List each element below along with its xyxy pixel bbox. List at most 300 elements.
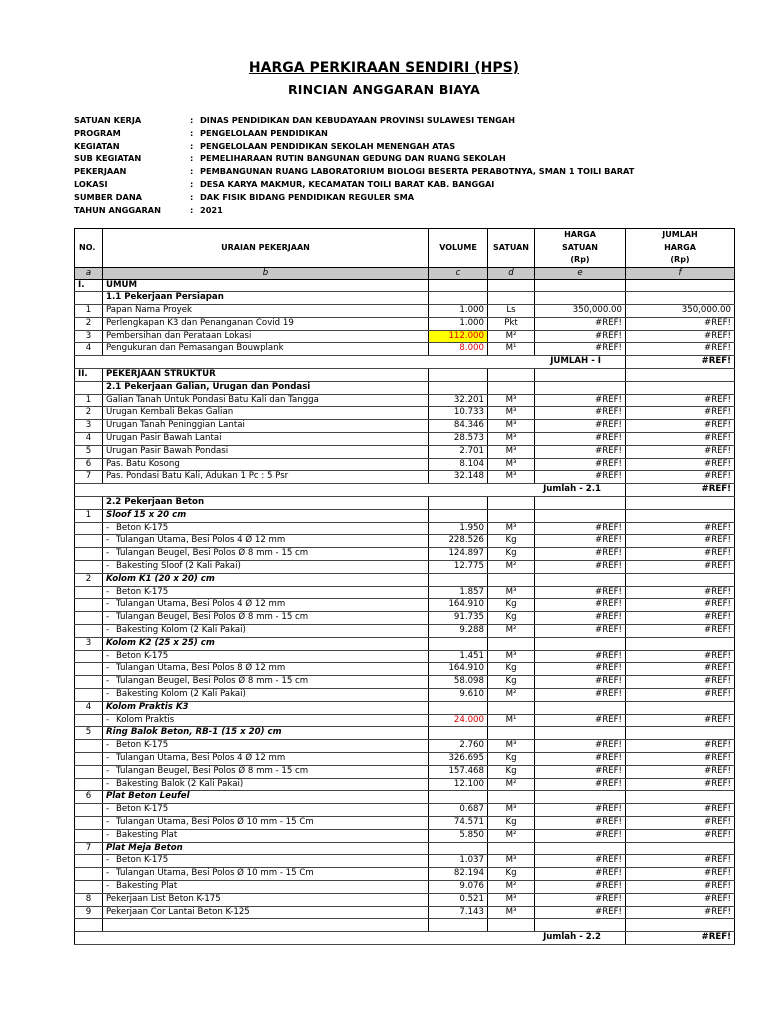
item-group-row xyxy=(75,727,735,740)
empty-cell xyxy=(535,791,626,804)
row-description: - Tulangan Utama, Besi Polos Ø 10 mm - 15 Cm xyxy=(103,816,429,829)
empty-cell xyxy=(429,381,488,394)
empty-cell xyxy=(626,381,735,394)
row-description: Pembersihan dan Perataan Lokasi xyxy=(103,330,429,343)
row-description: Plat Meja Beton xyxy=(103,842,429,855)
empty-cell xyxy=(535,509,626,522)
volume-value: 58.098 xyxy=(453,676,484,687)
row-unit-price: #REF! xyxy=(535,868,626,881)
row-unit-price: #REF! xyxy=(535,676,626,689)
row-description: - Kolom Praktis xyxy=(103,714,429,727)
sub-item-row xyxy=(75,714,735,727)
empty-cell xyxy=(75,586,103,599)
item-group-row xyxy=(75,509,735,522)
sub-item-row xyxy=(75,804,735,817)
row-unit-price: #REF! xyxy=(535,816,626,829)
row-no: 1 xyxy=(75,394,103,407)
row-volume xyxy=(429,752,488,765)
subtotal-row xyxy=(75,932,735,945)
row-unit: M² xyxy=(488,778,535,791)
header-jumlah-harga-3: (Rp) xyxy=(626,254,735,267)
row-description: Urugan Pasir Bawah Lantai xyxy=(103,433,429,446)
info-row xyxy=(74,127,634,140)
volume-value: 9.610 xyxy=(459,689,484,699)
row-description: Urugan Tanah Peninggian Lantai xyxy=(103,420,429,433)
row-total-price: #REF! xyxy=(626,689,735,702)
row-unit-price: #REF! xyxy=(535,689,626,702)
empty-cell xyxy=(488,727,535,740)
row-description: - Tulangan Beugel, Besi Polos Ø 8 mm - 15 cm xyxy=(103,676,429,689)
row-unit: Kg xyxy=(488,868,535,881)
empty-cell xyxy=(75,625,103,638)
item-group-row xyxy=(75,791,735,804)
empty-cell xyxy=(429,279,488,292)
sub-item-row xyxy=(75,880,735,893)
info-row xyxy=(74,152,634,165)
row-unit: M³ xyxy=(488,893,535,906)
header-uraian: URAIAN PEKERJAAN xyxy=(103,229,429,268)
row-no: 8 xyxy=(75,893,103,906)
row-unit-price: #REF! xyxy=(535,471,626,484)
row-description: - Bakesting Kolom (2 Kali Pakai) xyxy=(103,625,429,638)
row-no: 4 xyxy=(75,433,103,446)
volume-value: 5.850 xyxy=(459,829,484,840)
volume-value: 2.701 xyxy=(459,445,484,456)
row-volume xyxy=(429,548,488,561)
row-description: Pengukuran dan Pemasangan Bouwplank xyxy=(103,343,429,356)
empty-cell xyxy=(429,701,488,714)
row-volume xyxy=(429,458,488,471)
row-total-price: #REF! xyxy=(626,599,735,612)
row-total-price: #REF! xyxy=(626,676,735,689)
empty-cell xyxy=(429,497,488,510)
empty-cell xyxy=(75,804,103,817)
info-colon: : xyxy=(190,178,194,189)
row-total-price: #REF! xyxy=(626,714,735,727)
row-unit: M³ xyxy=(488,445,535,458)
row-description: Kolom K1 (20 x 20) cm xyxy=(103,573,429,586)
info-colon: : xyxy=(190,115,194,125)
row-unit: M³ xyxy=(488,855,535,868)
row-description: Pekerjaan Cor Lantai Beton K-125 xyxy=(103,906,429,919)
row-description: Pas. Pondasi Batu Kali, Adukan 1 Pc : 5 Psr xyxy=(103,471,429,484)
table-header xyxy=(75,229,735,280)
empty-cell xyxy=(488,279,535,292)
info-key: SATUAN KERJA xyxy=(74,115,142,125)
row-description: - Tulangan Beugel, Besi Polos Ø 8 mm - 15 cm xyxy=(103,612,429,625)
empty-cell xyxy=(429,369,488,382)
row-description: PEKERJAAN STRUKTUR xyxy=(103,369,429,382)
volume-value: 12.775 xyxy=(453,561,484,572)
row-volume xyxy=(429,868,488,881)
blank-row xyxy=(75,919,735,932)
row-total-price: #REF! xyxy=(626,330,735,343)
sub-item-row xyxy=(75,765,735,778)
empty-cell xyxy=(429,292,488,305)
empty-cell xyxy=(626,509,735,522)
row-unit-price: #REF! xyxy=(535,420,626,433)
empty-cell xyxy=(626,637,735,650)
row-total-price: #REF! xyxy=(626,548,735,561)
volume-value: 24.000 xyxy=(453,714,484,725)
empty-cell xyxy=(75,522,103,535)
empty-cell xyxy=(75,561,103,574)
sub-item-row xyxy=(75,612,735,625)
row-unit: M² xyxy=(488,625,535,638)
empty-cell xyxy=(429,727,488,740)
row-total-price: #REF! xyxy=(626,612,735,625)
empty-cell xyxy=(626,727,735,740)
row-no: 4 xyxy=(75,343,103,356)
row-total-price: #REF! xyxy=(626,458,735,471)
empty-cell xyxy=(75,919,103,932)
row-unit: Kg xyxy=(488,663,535,676)
row-unit: M³ xyxy=(488,471,535,484)
info-row xyxy=(74,114,634,127)
volume-value: 164.910 xyxy=(448,663,484,674)
empty-cell xyxy=(626,842,735,855)
letter-a: a xyxy=(75,267,103,279)
row-total-price: #REF! xyxy=(626,893,735,906)
info-value: PEMBANGUNAN RUANG LABORATORIUM BIOLOGI BESERTA PERABOTNYA, SMAN 1 TOILI BARAT xyxy=(200,166,635,177)
volume-value: 9.288 xyxy=(459,625,484,636)
empty-cell xyxy=(75,740,103,753)
row-no: 2 xyxy=(75,407,103,420)
empty-cell xyxy=(75,535,103,548)
volume-value: 164.910 xyxy=(448,599,484,610)
info-key: KEGIATAN xyxy=(74,140,120,151)
row-unit-price: #REF! xyxy=(535,458,626,471)
row-unit: Kg xyxy=(488,765,535,778)
empty-cell xyxy=(429,509,488,522)
empty-cell xyxy=(429,637,488,650)
row-description: - Beton K-175 xyxy=(103,855,429,868)
row-unit: M¹ xyxy=(488,343,535,356)
sub-item-row xyxy=(75,816,735,829)
row-no: 6 xyxy=(75,458,103,471)
empty-cell xyxy=(535,919,626,932)
info-row xyxy=(74,140,634,153)
empty-cell xyxy=(535,573,626,586)
empty-cell xyxy=(75,816,103,829)
row-unit: M² xyxy=(488,689,535,702)
row-volume xyxy=(429,317,488,330)
row-total-price: #REF! xyxy=(626,650,735,663)
volume-value: 1.451 xyxy=(459,650,484,661)
row-unit: Kg xyxy=(488,752,535,765)
row-unit-price: #REF! xyxy=(535,880,626,893)
sub-item-row xyxy=(75,829,735,842)
empty-cell xyxy=(488,369,535,382)
row-no: 5 xyxy=(75,445,103,458)
letter-b: b xyxy=(103,267,429,279)
row-unit-price: #REF! xyxy=(535,752,626,765)
row-no: 3 xyxy=(75,420,103,433)
row-unit-price: #REF! xyxy=(535,445,626,458)
row-volume xyxy=(429,471,488,484)
row-volume xyxy=(429,305,488,318)
letter-c: c xyxy=(429,267,488,279)
row-unit-price: #REF! xyxy=(535,765,626,778)
row-volume xyxy=(429,433,488,446)
empty-cell xyxy=(75,855,103,868)
info-key: LOKASI xyxy=(74,178,108,189)
sub-item-row xyxy=(75,522,735,535)
row-unit-price: #REF! xyxy=(535,561,626,574)
empty-cell xyxy=(488,701,535,714)
row-total-price: #REF! xyxy=(626,394,735,407)
row-unit-price: #REF! xyxy=(535,906,626,919)
info-key: SUB KEGIATAN xyxy=(74,153,142,164)
row-no: 7 xyxy=(75,471,103,484)
row-volume xyxy=(429,689,488,702)
row-total-price: #REF! xyxy=(626,625,735,638)
empty-cell xyxy=(488,791,535,804)
row-unit-price: #REF! xyxy=(535,317,626,330)
row-total-price: #REF! xyxy=(626,804,735,817)
row-description: - Tulangan Utama, Besi Polos Ø 10 mm - 15 Cm xyxy=(103,868,429,881)
empty-cell xyxy=(429,919,488,932)
empty-cell xyxy=(75,829,103,842)
row-no: 9 xyxy=(75,906,103,919)
row-total-price: #REF! xyxy=(626,471,735,484)
row-volume xyxy=(429,343,488,356)
info-key: TAHUN ANGGARAN xyxy=(74,204,161,215)
volume-value: 32.148 xyxy=(453,471,484,482)
row-unit: M³ xyxy=(488,906,535,919)
info-colon: : xyxy=(190,204,194,215)
subtotal-row xyxy=(75,356,735,369)
row-volume xyxy=(429,778,488,791)
row-total-price: #REF! xyxy=(626,535,735,548)
info-row xyxy=(74,191,634,204)
row-no: I. xyxy=(75,279,103,292)
row-total-price: #REF! xyxy=(626,586,735,599)
table-row xyxy=(75,471,735,484)
row-unit: M³ xyxy=(488,522,535,535)
volume-value: 82.194 xyxy=(453,868,484,879)
sub-item-row xyxy=(75,650,735,663)
row-volume xyxy=(429,804,488,817)
row-unit: Kg xyxy=(488,612,535,625)
info-key: PROGRAM xyxy=(74,127,121,138)
empty-cell xyxy=(626,701,735,714)
table-row xyxy=(75,458,735,471)
row-description: - Tulangan Utama, Besi Polos 4 Ø 12 mm xyxy=(103,535,429,548)
volume-value: 12.100 xyxy=(453,778,484,789)
info-colon: : xyxy=(190,140,194,151)
info-value: PEMELIHARAAN RUTIN BANGUNAN GEDUNG DAN RUANG SEKOLAH xyxy=(200,153,506,164)
volume-value: 2.760 xyxy=(459,740,484,751)
info-key: SUMBER DANA xyxy=(74,191,143,202)
letter-e: e xyxy=(535,267,626,279)
row-description: - Beton K-175 xyxy=(103,650,429,663)
header-harga-satuan-3: (Rp) xyxy=(535,254,626,267)
row-volume xyxy=(429,561,488,574)
sub-item-row xyxy=(75,689,735,702)
item-group-row xyxy=(75,842,735,855)
empty-cell xyxy=(429,573,488,586)
empty-cell xyxy=(626,292,735,305)
row-unit-price: #REF! xyxy=(535,535,626,548)
info-row xyxy=(74,178,634,191)
row-no: 2 xyxy=(75,317,103,330)
row-unit-price: #REF! xyxy=(535,740,626,753)
info-value: 2021 xyxy=(200,204,223,215)
document-subtitle: RINCIAN ANGGARAN BIAYA xyxy=(287,82,481,97)
sub-item-row xyxy=(75,663,735,676)
row-unit-price: #REF! xyxy=(535,330,626,343)
empty-cell xyxy=(75,292,103,305)
row-description: - Beton K-175 xyxy=(103,804,429,817)
row-unit: M² xyxy=(488,561,535,574)
info-colon: : xyxy=(190,127,194,138)
row-total-price: #REF! xyxy=(626,765,735,778)
table-row xyxy=(75,305,735,318)
row-description: - Bakesting Sloof (2 Kali Pakai) xyxy=(103,561,429,574)
row-unit: M³ xyxy=(488,420,535,433)
sub-item-row xyxy=(75,868,735,881)
row-volume xyxy=(429,740,488,753)
volume-value: 1.857 xyxy=(459,586,484,597)
info-row xyxy=(74,204,634,217)
volume-value: 157.468 xyxy=(448,765,484,776)
subtotal-label: JUMLAH - I xyxy=(75,356,626,369)
row-unit-price: #REF! xyxy=(535,778,626,791)
row-volume xyxy=(429,535,488,548)
empty-cell xyxy=(535,279,626,292)
empty-cell xyxy=(75,868,103,881)
row-no: 1 xyxy=(75,509,103,522)
row-unit: M³ xyxy=(488,740,535,753)
letter-d: d xyxy=(488,267,535,279)
row-unit-price: #REF! xyxy=(535,829,626,842)
row-unit-price: #REF! xyxy=(535,714,626,727)
volume-value: 1.000 xyxy=(459,305,484,316)
volume-value: 8.000 xyxy=(459,343,484,354)
row-unit-price: #REF! xyxy=(535,650,626,663)
empty-cell xyxy=(75,676,103,689)
row-no: II. xyxy=(75,369,103,382)
row-description: Perlengkapan K3 dan Penanganan Covid 19 xyxy=(103,317,429,330)
sub-item-row xyxy=(75,599,735,612)
row-description: Urugan Pasir Bawah Pondasi xyxy=(103,445,429,458)
row-no: 6 xyxy=(75,791,103,804)
sub-item-row xyxy=(75,855,735,868)
subtotal-value: #REF! xyxy=(626,356,735,369)
header-no: NO. xyxy=(75,229,103,268)
row-total-price: #REF! xyxy=(626,433,735,446)
subsection-header-row xyxy=(75,381,735,394)
row-description: Ring Balok Beton, RB-1 (15 x 20) cm xyxy=(103,727,429,740)
sub-item-row xyxy=(75,676,735,689)
sub-item-row xyxy=(75,535,735,548)
row-unit-price: #REF! xyxy=(535,612,626,625)
row-total-price: #REF! xyxy=(626,740,735,753)
row-unit: Kg xyxy=(488,599,535,612)
info-value: PENGELOLAAN PENDIDIKAN SEKOLAH MENENGAH ATAS xyxy=(200,140,456,151)
row-description: Papan Nama Proyek xyxy=(103,305,429,318)
subtotal-row xyxy=(75,484,735,497)
empty-cell xyxy=(75,381,103,394)
row-total-price: 350,000.00 xyxy=(626,305,735,318)
row-unit: M³ xyxy=(488,458,535,471)
row-description: Urugan Kembali Bekas Galian xyxy=(103,407,429,420)
empty-cell xyxy=(626,919,735,932)
row-description: - Beton K-175 xyxy=(103,740,429,753)
row-unit: M² xyxy=(488,880,535,893)
table-row xyxy=(75,906,735,919)
section-header-row xyxy=(75,279,735,292)
row-unit: Kg xyxy=(488,816,535,829)
row-volume xyxy=(429,522,488,535)
row-total-price: #REF! xyxy=(626,420,735,433)
row-volume xyxy=(429,625,488,638)
row-description: - Bakesting Plat xyxy=(103,880,429,893)
row-total-price: #REF! xyxy=(626,445,735,458)
table-row xyxy=(75,330,735,343)
row-volume xyxy=(429,445,488,458)
row-total-price: #REF! xyxy=(626,407,735,420)
empty-cell xyxy=(103,919,429,932)
row-volume xyxy=(429,330,488,343)
table-row xyxy=(75,407,735,420)
row-unit: M³ xyxy=(488,394,535,407)
volume-value: 28.573 xyxy=(453,433,484,444)
sub-item-row xyxy=(75,586,735,599)
row-description: - Bakesting Plat xyxy=(103,829,429,842)
project-info-block xyxy=(74,114,634,216)
empty-cell xyxy=(626,573,735,586)
row-total-price: #REF! xyxy=(626,829,735,842)
header-satuan: SATUAN xyxy=(488,229,535,268)
header-volume: VOLUME xyxy=(429,229,488,268)
row-description: 2.2 Pekerjaan Beton xyxy=(103,497,429,510)
item-group-row xyxy=(75,701,735,714)
item-group-row xyxy=(75,637,735,650)
sub-item-row xyxy=(75,752,735,765)
row-volume xyxy=(429,855,488,868)
subtotal-value: #REF! xyxy=(626,932,735,945)
row-description: - Beton K-175 xyxy=(103,522,429,535)
document-title: HARGA PERKIRAAN SENDIRI (HPS) xyxy=(248,60,520,76)
sub-item-row xyxy=(75,561,735,574)
subtotal-label: Jumlah - 2.1 xyxy=(75,484,626,497)
row-no: 3 xyxy=(75,330,103,343)
empty-cell xyxy=(75,880,103,893)
info-value: DINAS PENDIDIKAN DAN KEBUDAYAAN PROVINSI SULAWESI TENGAH xyxy=(200,115,515,125)
volume-value: 1.000 xyxy=(459,317,484,328)
volume-value: 326.695 xyxy=(448,752,484,763)
row-unit-price: #REF! xyxy=(535,394,626,407)
row-description: Pas. Batu Kosong xyxy=(103,458,429,471)
row-description: 1.1 Pekerjaan Persiapan xyxy=(103,292,429,305)
row-volume xyxy=(429,676,488,689)
info-colon: : xyxy=(190,191,194,202)
row-description: - Tulangan Utama, Besi Polos 8 Ø 12 mm xyxy=(103,663,429,676)
subtotal-value: #REF! xyxy=(626,484,735,497)
row-unit-price: #REF! xyxy=(535,663,626,676)
column-letter-row xyxy=(75,267,735,279)
row-volume xyxy=(429,612,488,625)
row-no: 1 xyxy=(75,305,103,318)
row-volume xyxy=(429,394,488,407)
section-header-row xyxy=(75,369,735,382)
row-total-price: #REF! xyxy=(626,855,735,868)
table-row xyxy=(75,317,735,330)
row-unit-price: #REF! xyxy=(535,625,626,638)
row-description: Kolom K2 (25 x 25) cm xyxy=(103,637,429,650)
